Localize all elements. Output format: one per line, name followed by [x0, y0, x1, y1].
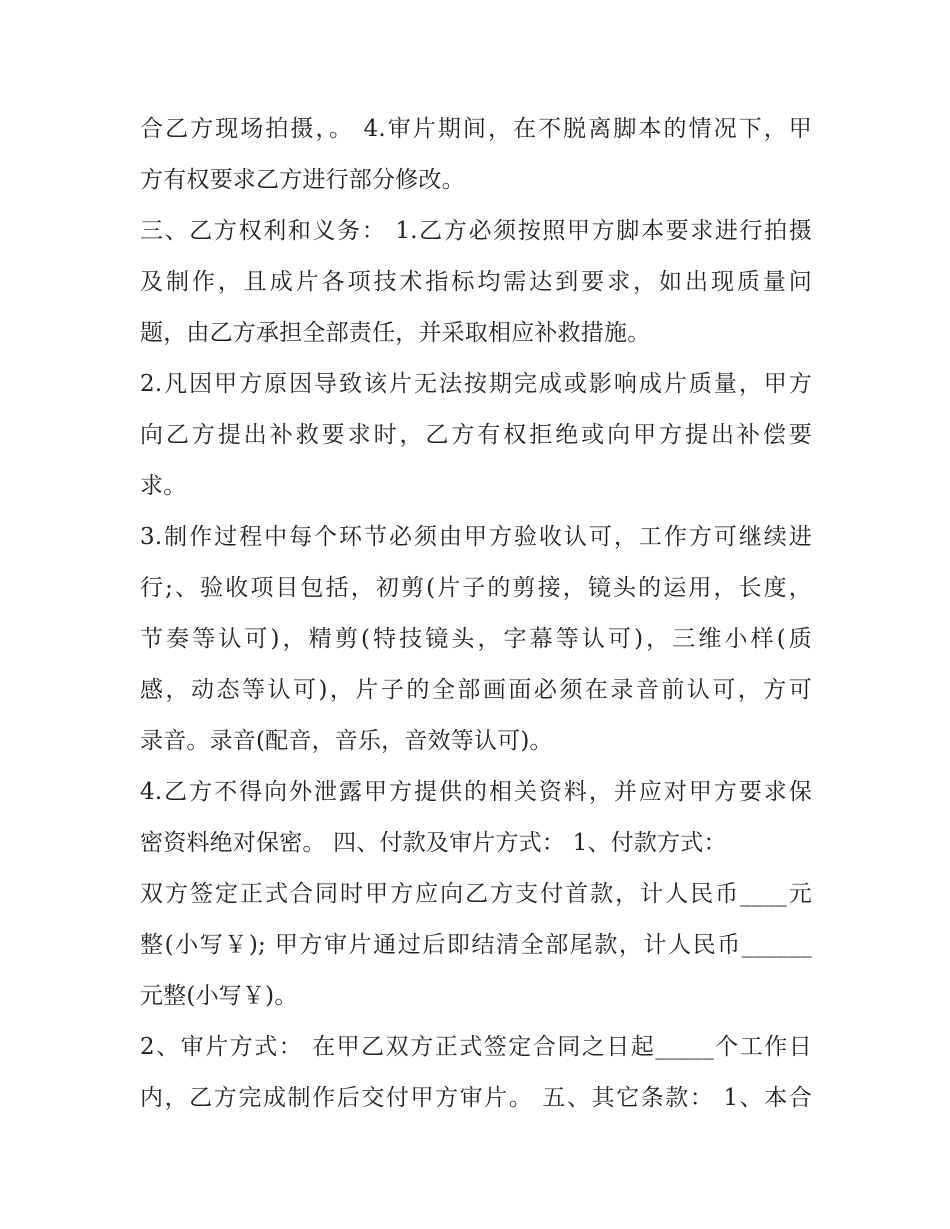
text-line-17: 整(小写￥); 甲方审片通过后即结清全部尾款，计人民币______ [140, 932, 812, 958]
text-line-16: 双方签定正式合同时甲方应向乙方支付首款，计人民币____元 [140, 881, 812, 907]
text-line-4: 及制作，且成片各项技术指标均需达到要求，如出现质量问 [140, 269, 812, 295]
text-line-20: 内，乙方完成制作后交付甲方审片。 五、其它条款： 1、本合 [140, 1085, 812, 1111]
text-line-6: 2.凡因甲方原因导致该片无法按期完成或影响成片质量，甲方 [140, 371, 812, 397]
text-line-5: 题，由乙方承担全部责任，并采取相应补救措施。 [140, 320, 651, 346]
text-line-12: 感，动态等认可)，片子的全部画面必须在录音前认可，方可 [140, 677, 812, 703]
text-line-3: 三、乙方权利和义务： 1.乙方必须按照甲方脚本要求进行拍摄 [140, 218, 812, 244]
text-line-15: 密资料绝对保密。 四、付款及审片方式： 1、付款方式： [140, 830, 727, 856]
contract-page-body [140, 104, 812, 1124]
text-line-13: 录音。录音(配音，音乐，音效等认可)。 [140, 728, 553, 754]
text-line-2: 方有权要求乙方进行部分修改。 [140, 167, 465, 193]
text-line-10: 行;、验收项目包括，初剪(片子的剪接，镜头的运用，长度， [140, 575, 812, 601]
text-line-8: 求。 [140, 473, 187, 499]
text-line-14: 4.乙方不得向外泄露甲方提供的相关资料，并应对甲方要求保 [140, 779, 812, 805]
text-line-9: 3.制作过程中每个环节必须由甲方验收认可，工作方可继续进 [140, 524, 812, 550]
text-line-1: 合乙方现场拍摄，。 4.审片期间，在不脱离脚本的情况下，甲 [140, 116, 812, 142]
text-line-11: 节奏等认可)，精剪(特技镜头，字幕等认可)，三维小样(质 [140, 626, 812, 652]
text-line-19: 2、审片方式： 在甲乙双方正式签定合同之日起_____个工作日 [140, 1034, 812, 1060]
text-line-7: 向乙方提出补救要求时，乙方有权拒绝或向甲方提出补偿要 [140, 422, 812, 448]
text-line-18: 元整(小写￥)。 [140, 983, 298, 1009]
